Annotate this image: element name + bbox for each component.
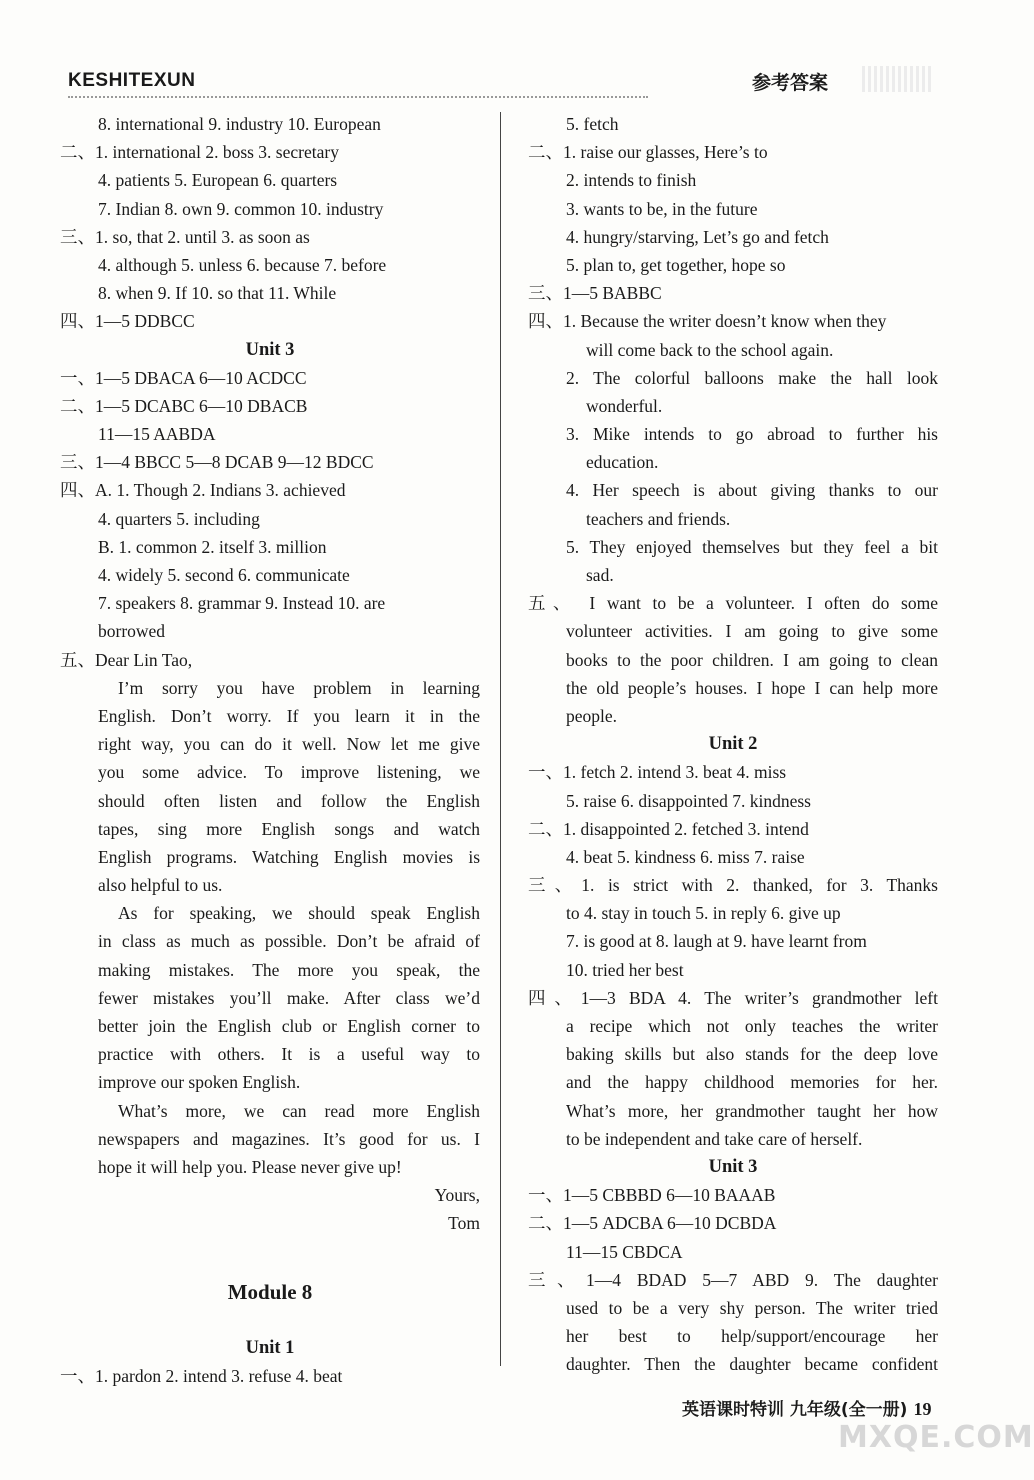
answer-line: 4. beat 5. kindness 6. miss 7. raise <box>566 846 805 867</box>
column-divider <box>500 112 501 1366</box>
answer-line: 四、1—5 DDBCC <box>60 311 195 332</box>
answer-line: 三、1—5 BABBC <box>528 283 662 304</box>
page-number: 19 <box>913 1399 932 1419</box>
section-heading: Module 8 <box>227 1279 313 1304</box>
answer-line: borrowed <box>98 621 166 642</box>
answer-line: baking skills but also stands for the deep love <box>566 1044 938 1065</box>
answer-line: 4. widely 5. second 6. communicate <box>98 565 350 585</box>
answer-line: 一、1. pardon 2. intend 3. refuse 4. beat <box>60 1366 343 1387</box>
answer-line: improve our spoken English. <box>98 1072 301 1093</box>
header-title: 参考答案 <box>752 72 829 94</box>
answer-line: 3. wants to be, in the future <box>566 198 758 219</box>
answer-line: 4. Her speech is about giving thanks to our <box>566 480 938 501</box>
answer-line: 7. is good at 8. laugh at 9. have learnt from <box>566 931 867 952</box>
answer-line: 一、1. fetch 2. intend 3. beat 4. miss <box>528 762 787 783</box>
answer-line: 二、1. international 2. boss 3. secretary <box>60 142 339 163</box>
answer-line: 二、1. raise our glasses, Here’s to <box>528 142 768 163</box>
left-column <box>60 110 480 1390</box>
answer-line: 三、1—4 BBCC 5—8 DCAB 9—12 BDCC <box>60 452 374 473</box>
answer-line <box>60 1306 480 1334</box>
answer-line: English. Don’t worry. If you learn it in the <box>98 705 480 726</box>
answer-line: wonderful. <box>586 395 663 416</box>
answer-line: daughter. Then the daughter became confident <box>566 1354 938 1375</box>
answer-line: making mistakes. The more you speak, the <box>98 959 480 980</box>
answer-line <box>60 1238 480 1278</box>
answer-line: 二、1—5 ADCBA 6—10 DCBDA <box>528 1213 777 1234</box>
answer-line: 7. Indian 8. own 9. common 10. industry <box>98 198 384 219</box>
answer-line: 五、Dear Lin Tao, <box>60 649 193 670</box>
answer-line: 5. raise 6. disappointed 7. kindness <box>566 790 811 811</box>
answer-line: newspapers and magazines. It’s good for us. I <box>98 1128 480 1149</box>
answer-line: the old people’s houses. I hope I can help more <box>566 677 938 698</box>
answer-line: a recipe which not only teaches the writer <box>566 1016 938 1036</box>
answer-line: 2. intends to finish <box>566 170 697 191</box>
answer-line: better join the English club or English corner to <box>98 1016 480 1036</box>
answer-line: should often listen and follow the English <box>98 790 480 811</box>
answer-line: 四、A. 1. Though 2. Indians 3. achieved <box>60 480 346 501</box>
answer-line: Yours, <box>434 1185 480 1206</box>
answer-line: Tom <box>448 1213 480 1234</box>
answer-line: 二、1—5 DCABC 6—10 DBACB <box>60 395 308 416</box>
answer-line: B. 1. common 2. itself 3. million <box>98 536 327 557</box>
answer-line: 5. plan to, get together, hope so <box>566 254 786 275</box>
answer-line: 三、1. is strict with 2. thanked, for 3. Thanks <box>528 875 938 896</box>
answer-line: 10. tried her best <box>566 959 684 980</box>
header-decoration <box>862 66 934 92</box>
answer-line: books to the poor children. I am going to clean <box>566 649 938 670</box>
right-column <box>528 110 938 1378</box>
answer-line: 8. international 9. industry 10. European <box>98 114 381 134</box>
answer-line: 7. speakers 8. grammar 9. Instead 10. are <box>98 593 386 614</box>
answer-line: 4. patients 5. European 6. quarters <box>98 170 338 191</box>
answer-line: used to be a very shy person. The writer tried <box>566 1297 938 1318</box>
answer-line: 2. The colorful balloons make the hall look <box>566 367 938 388</box>
answer-line: 11—15 AABDA <box>98 424 216 445</box>
answer-line: 11—15 CBDCA <box>566 1241 683 1262</box>
answer-line: 四、1—3 BDA 4. The writer’s grandmother left <box>528 987 938 1008</box>
section-heading: Unit 3 <box>245 339 295 360</box>
footer-book-title: 英语课时特训 九年级(全一册) <box>682 1400 908 1420</box>
answer-line: 3. Mike intends to go abroad to further his <box>566 424 938 445</box>
answer-line: will come back to the school again. <box>586 339 834 360</box>
section-heading: Unit 3 <box>708 1156 758 1177</box>
answer-line: 三、1—4 BDAD 5—7 ABD 9. The daughter <box>528 1269 938 1290</box>
answer-line: tapes, sing more English songs and watch <box>98 818 480 839</box>
answer-line: What’s more, her grandmother taught her how <box>566 1100 938 1121</box>
answer-line: also helpful to us. <box>98 875 223 896</box>
answer-line: I’m sorry you have problem in learning <box>118 677 480 698</box>
answer-line: 4. although 5. unless 6. because 7. before <box>98 254 387 275</box>
answer-line: teachers and friends. <box>586 508 731 529</box>
answer-line: you some advice. To improve listening, we <box>98 762 480 783</box>
answer-line: 四、1. Because the writer doesn’t know when they <box>528 311 887 332</box>
answer-line: sad. <box>586 565 614 585</box>
answer-line: 5. They enjoyed themselves but they feel a bit <box>566 536 938 557</box>
answer-line: 一、1—5 CBBBD 6—10 BAAAB <box>528 1185 776 1206</box>
answer-line: What’s more, we can read more English <box>118 1100 480 1121</box>
answer-line: to 4. stay in touch 5. in reply 6. give up <box>566 903 841 924</box>
answer-line: 三、1. so, that 2. until 3. as soon as <box>60 226 310 247</box>
answer-line: 8. when 9. If 10. so that 11. While <box>98 283 337 304</box>
answer-line: right way, you can do it well. Now let me give <box>98 734 480 755</box>
watermark: MXQE.COM <box>838 1420 1034 1455</box>
answer-line: 5. fetch <box>566 114 619 134</box>
section-heading: Unit 1 <box>245 1337 295 1358</box>
answer-line: in class as much as possible. Don’t be afraid of <box>98 931 480 952</box>
answer-line: practice with others. It is a useful way to <box>98 1044 480 1065</box>
answer-line: her best to help/support/encourage her <box>566 1326 938 1347</box>
answer-line: 4. quarters 5. including <box>98 508 260 529</box>
header-brand: KESHITEXUN <box>68 70 196 91</box>
answer-line: people. <box>566 705 618 726</box>
answer-line: volunteer activities. I am going to give some <box>566 621 938 642</box>
answer-line: English programs. Watching English movies is <box>98 846 480 867</box>
answer-line: 二、1. disappointed 2. fetched 3. intend <box>528 818 809 839</box>
answer-line: fewer mistakes you’ll make. After class we’d <box>98 987 480 1008</box>
answer-line: 4. hungry/starving, Let’s go and fetch <box>566 226 829 247</box>
answer-line: and the happy childhood memories for her. <box>566 1072 938 1093</box>
answer-line: hope it will help you. Please never give up! <box>98 1156 402 1177</box>
answer-line: 五、 I want to be a volunteer. I often do some <box>528 593 938 614</box>
answer-line: education. <box>586 452 659 473</box>
header-rule <box>68 96 648 98</box>
section-heading: Unit 2 <box>708 734 758 755</box>
answer-line: 一、1—5 DBACA 6—10 ACDCC <box>60 367 307 388</box>
answer-line: to be independent and take care of herself. <box>566 1128 863 1149</box>
footer <box>682 1395 931 1420</box>
answer-line: As for speaking, we should speak English <box>118 903 480 924</box>
